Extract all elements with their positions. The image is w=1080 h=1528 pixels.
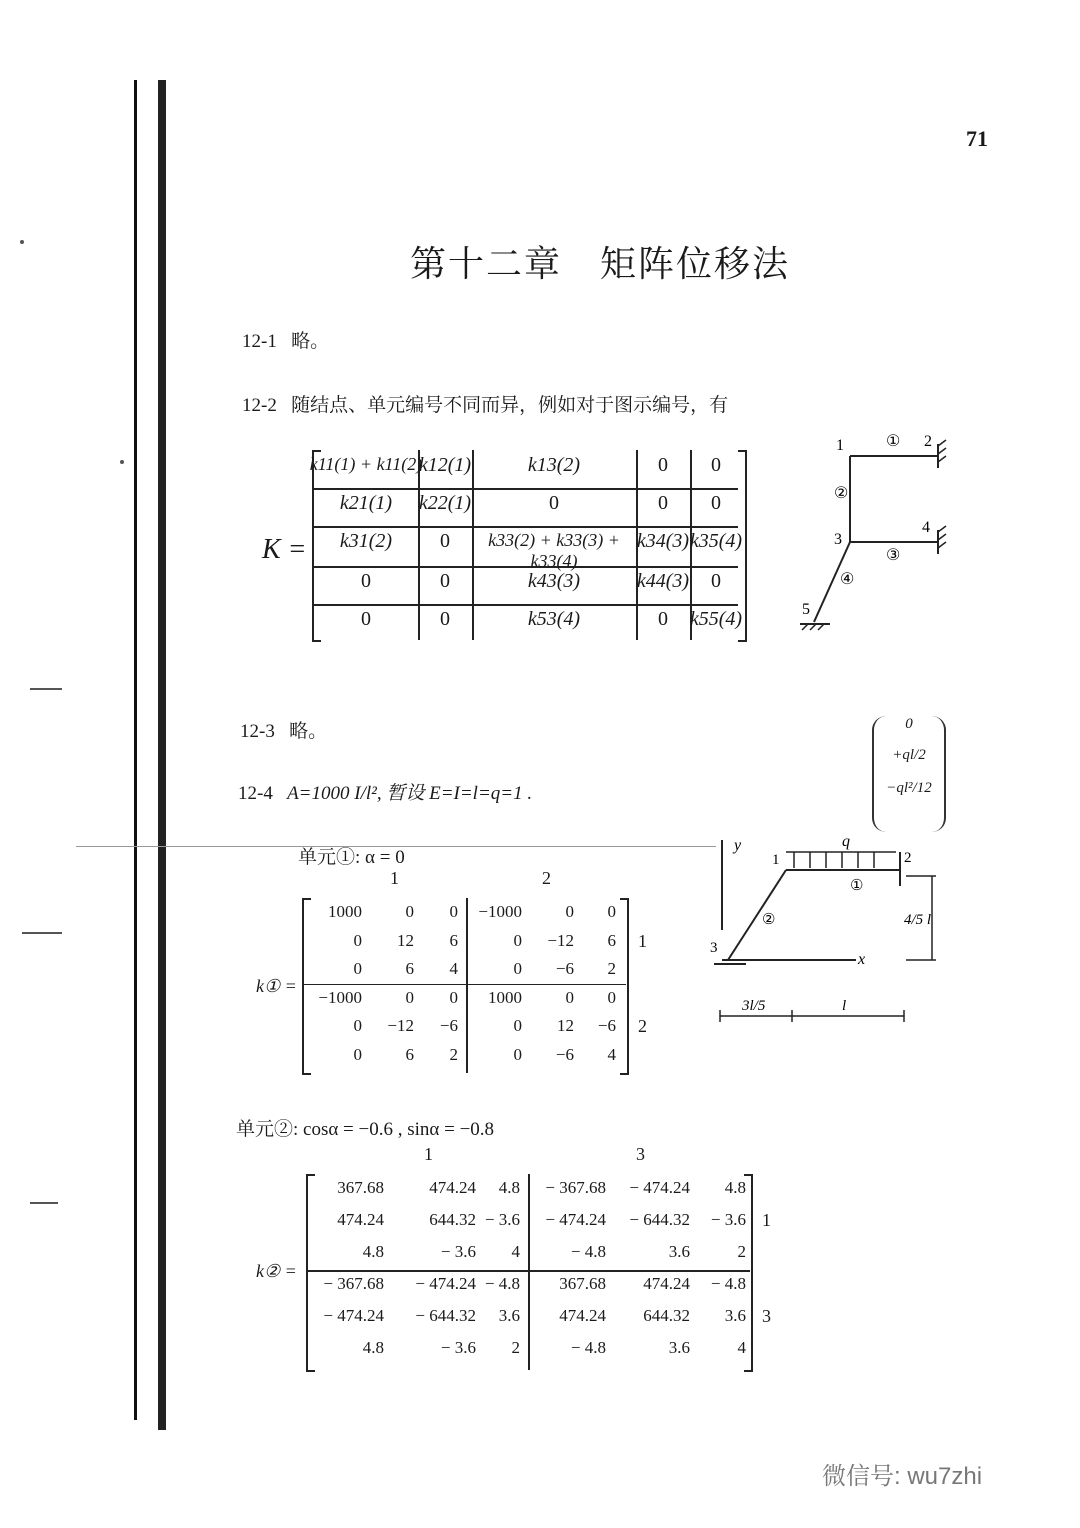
watermark: 微信号: wu7zhi: [822, 1463, 983, 1490]
k-matrix-cell: 0: [440, 530, 450, 552]
matrix-cell: 644.32: [643, 1306, 690, 1325]
scan-speck: [30, 688, 62, 690]
problem-number: 12-1: [242, 331, 277, 352]
matrix-cell: 4: [607, 1044, 616, 1064]
k-matrix-cell: k44(3): [636, 570, 690, 592]
diagram-dimension-label: 3l/5: [742, 998, 766, 1014]
diagram-node-label: 5: [802, 601, 810, 618]
matrix-cell: − 367.68: [323, 1274, 384, 1293]
element-1-heading: 单元①: α = 0: [298, 847, 405, 868]
k-matrix-cell: k53(4): [527, 608, 581, 630]
k-matrix-cell: 0: [658, 608, 668, 630]
k-matrix-cell: 0: [361, 608, 371, 630]
matrix-column-label: 1: [390, 868, 399, 888]
diagram-axis-label: x: [858, 951, 866, 968]
diagram-node-label: 4: [922, 519, 930, 536]
matrix-cell: 12: [397, 930, 414, 950]
matrix-cell: −1000: [478, 902, 522, 921]
matrix-cell: 0: [353, 930, 362, 950]
matrix-cell: 0: [353, 1044, 362, 1064]
matrix-cell: − 3.6: [484, 1210, 520, 1229]
matrix-cell: − 474.24: [545, 1210, 606, 1229]
diagram-element-label: ③: [886, 547, 901, 564]
matrix-cell: 367.68: [559, 1274, 606, 1293]
matrix-cell: −12: [547, 930, 574, 950]
matrix-cell: 12: [557, 1016, 574, 1035]
diagram-node-label: 1: [836, 437, 844, 454]
matrix-divider: [304, 984, 626, 986]
diagram-node-label: 2: [924, 433, 932, 450]
k-matrix-cell: k43(3): [527, 570, 581, 592]
k-matrix-cell: k13(2): [527, 454, 581, 476]
matrix-column-label: 2: [542, 868, 551, 888]
problem-number: 12-3: [240, 721, 275, 742]
k-matrix-cell: 0: [361, 570, 371, 592]
k-matrix-cell: k55(4): [689, 608, 743, 630]
matrix-cell: −12: [387, 1016, 414, 1035]
matrix-cell: 3.6: [668, 1338, 690, 1357]
k-matrix-cell: 0: [440, 608, 450, 630]
k-matrix-cell: 0: [440, 570, 450, 592]
matrix-cell: 6: [405, 959, 414, 978]
matrix-cell: 0: [565, 987, 574, 1007]
k-matrix-cell: k35(4): [689, 530, 743, 552]
problem-text: 随结点、单元编号不同而异，例如对于图示编号，有: [291, 395, 729, 416]
diagram-axis-label: y: [734, 837, 742, 854]
frame-diagram-1: [790, 426, 960, 636]
matrix-cell: 0: [565, 902, 574, 921]
matrix-cell: − 3.6: [440, 1338, 476, 1357]
matrix-cell: − 4.8: [484, 1274, 520, 1293]
k-matrix-cell: k21(1): [339, 492, 393, 514]
matrix-cell: 0: [513, 1044, 522, 1064]
k-matrix-cell: k11(1) + k11(2): [309, 454, 423, 474]
matrix-cell: 0: [449, 902, 458, 921]
matrix-cell: 4.8: [724, 1178, 746, 1197]
matrix-cell: − 3.6: [440, 1242, 476, 1261]
diagram-element-label: ①: [886, 433, 901, 450]
matrix-column-label: 1: [424, 1144, 433, 1164]
k-matrix-cell: 0: [549, 492, 559, 514]
problem-text: 略。: [289, 721, 328, 742]
matrix-cell: −6: [555, 1044, 574, 1064]
k-matrix-cell: 0: [711, 570, 721, 592]
matrix-cell: 0: [449, 987, 458, 1007]
matrix-cell: 1000: [488, 987, 522, 1007]
matrix-row-label: 3: [762, 1306, 771, 1326]
matrix-lhs: k② =: [256, 1261, 297, 1282]
matrix-divider: [308, 1270, 750, 1272]
matrix-cell: 4: [737, 1338, 746, 1357]
matrix-cell: − 474.24: [629, 1178, 690, 1197]
diagram-dimension-label: l: [842, 998, 847, 1014]
problem-text: A=1000 I/l², 暂设 E=I=l=q=1 .: [287, 783, 533, 804]
page-number: 71: [966, 126, 988, 151]
diagram-element-label: ②: [834, 485, 849, 502]
frame-diagram-2: [706, 830, 946, 1030]
matrix-cell: 1000: [328, 902, 362, 921]
diagram-dimension-label: 4/5 l: [904, 912, 932, 928]
scan-speck: [120, 460, 124, 464]
matrix-cell: 0: [353, 959, 362, 978]
handwritten-vector: [872, 716, 946, 832]
k-matrix-cell: k34(3): [636, 530, 690, 552]
matrix-row-label: 2: [638, 1016, 647, 1036]
matrix-cell: − 4.8: [710, 1274, 746, 1293]
scan-speck: [30, 1202, 58, 1204]
matrix-cell: −6: [439, 1016, 458, 1035]
matrix-cell: 2: [737, 1242, 746, 1261]
matrix-row-label: 1: [762, 1210, 771, 1230]
problem-12-1: [242, 326, 329, 353]
matrix-cell: − 4.8: [570, 1242, 606, 1261]
k-matrix-divider: [314, 526, 738, 528]
k-matrix-cell: 0: [711, 454, 721, 476]
matrix-cell: 4: [511, 1242, 520, 1261]
matrix-cell: −6: [555, 959, 574, 978]
diagram-element-label: ①: [850, 878, 864, 894]
problem-number: 12-4: [238, 783, 273, 804]
k-matrix-cell: k12(1): [418, 454, 472, 476]
matrix-cell: 2: [511, 1338, 520, 1357]
k-matrix-cell: k31(2): [339, 530, 393, 552]
matrix-cell: 474.24: [643, 1274, 690, 1293]
matrix-cell: 474.24: [429, 1178, 476, 1197]
matrix-cell: 3.6: [668, 1242, 690, 1261]
problem-number: 12-2: [242, 395, 277, 416]
matrix-cell: − 644.32: [415, 1306, 476, 1325]
matrix-lhs: k① =: [256, 976, 297, 997]
diagram-node-label: 2: [904, 850, 912, 866]
k-matrix-lhs: K =: [262, 534, 307, 565]
diagram-node-label: 3: [710, 940, 718, 956]
k-matrix-cell: k33(2) + k33(3) + k33(4): [488, 530, 620, 571]
matrix-cell: 474.24: [337, 1210, 384, 1229]
diagram-node-label: 1: [772, 852, 780, 868]
matrix-cell: − 4.8: [570, 1338, 606, 1357]
problem-12-3: [240, 716, 327, 743]
diagram-element-label: ④: [840, 571, 855, 588]
k-matrix-divider: [314, 488, 738, 490]
matrix-cell: 3.6: [724, 1306, 746, 1325]
matrix-cell: − 474.24: [415, 1274, 476, 1293]
element-2-heading: 单元②: cosα = −0.6 , sinα = −0.8: [236, 1119, 495, 1140]
problem-12-4: [238, 778, 532, 805]
k-matrix-divider: [314, 604, 738, 606]
diagram-node-label: 3: [834, 531, 842, 548]
matrix-cell: 4.8: [362, 1338, 384, 1357]
matrix-cell: − 474.24: [323, 1306, 384, 1325]
matrix-cell: 4.8: [498, 1178, 520, 1197]
matrix-cell: 6: [607, 930, 616, 950]
matrix-cell: 2: [607, 959, 616, 978]
matrix-cell: − 3.6: [710, 1210, 746, 1229]
matrix-cell: 0: [405, 902, 414, 921]
matrix-cell: 367.68: [337, 1178, 384, 1197]
matrix-cell: − 644.32: [629, 1210, 690, 1229]
matrix-cell: 6: [405, 1044, 414, 1064]
matrix-right-bracket: [620, 898, 629, 1075]
matrix-cell: 0: [607, 902, 616, 921]
matrix-cell: 0: [513, 1016, 522, 1035]
chapter-title: 第十二章 矩阵位移法: [409, 244, 790, 284]
matrix-cell: 3.6: [498, 1306, 520, 1325]
problem-12-2: [242, 390, 728, 417]
vector-entry: +ql/2: [892, 747, 926, 763]
scan-speck: [22, 932, 62, 934]
matrix-cell: −6: [597, 1016, 616, 1035]
k-matrix-cell: 0: [658, 492, 668, 514]
k-matrix-cell: 0: [711, 492, 721, 514]
problem-text: 略。: [291, 331, 330, 352]
matrix-row-label: 1: [638, 930, 647, 951]
matrix-cell: 644.32: [429, 1210, 476, 1229]
k-matrix-cell: k22(1): [418, 492, 472, 514]
diagram-element-label: ②: [762, 912, 776, 928]
matrix-cell: 0: [513, 959, 522, 978]
matrix-cell: 2: [449, 1044, 458, 1064]
vector-entry: 0: [905, 716, 913, 732]
matrix-cell: 0: [607, 987, 616, 1007]
matrix-cell: 0: [353, 1016, 362, 1035]
matrix-cell: 474.24: [559, 1306, 606, 1325]
diagram-load-label: q: [842, 833, 850, 850]
matrix-cell: 4: [449, 959, 458, 978]
matrix-cell: − 367.68: [545, 1178, 606, 1197]
matrix-cell: −1000: [318, 987, 362, 1007]
matrix-cell: 0: [513, 930, 522, 950]
matrix-cell: 6: [449, 930, 458, 950]
matrix-cell: 0: [405, 987, 414, 1007]
matrix-column-label: 3: [636, 1144, 645, 1164]
k-matrix-cell: 0: [658, 454, 668, 476]
vector-entry: −ql²/12: [886, 780, 932, 796]
matrix-cell: 4.8: [362, 1242, 384, 1261]
